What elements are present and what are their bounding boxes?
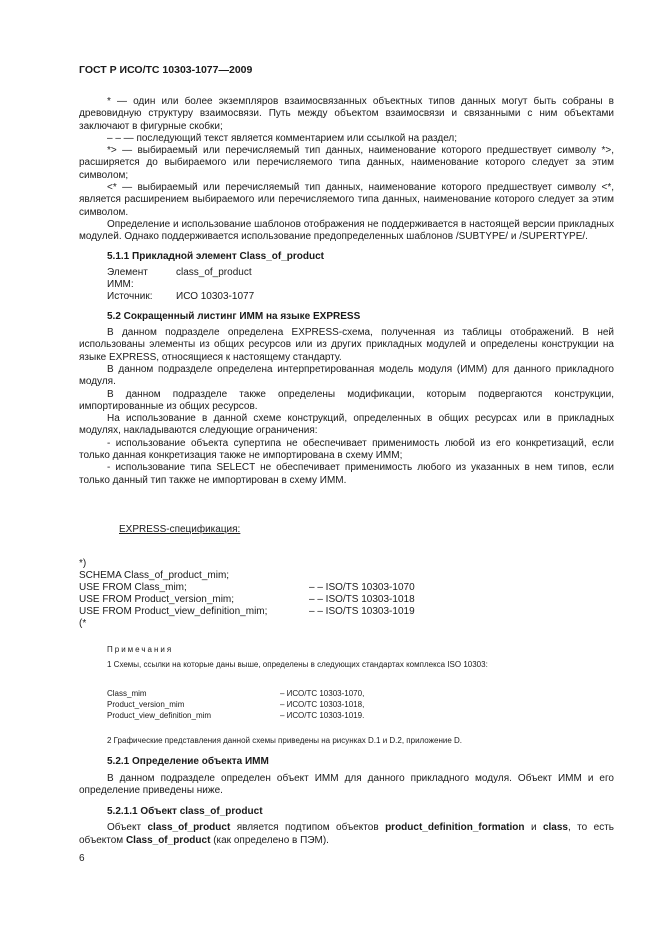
paragraph [79,822,614,847]
entity-name: product_definition_formation [385,822,525,834]
code-statement: USE FROM Class_mim; [79,582,187,594]
text-run: (как определено в ПЭМ). [210,834,329,846]
express-code-block [79,558,614,630]
code-statement: USE FROM Product_view_definition_mim; [79,606,268,618]
paragraph: В данном подразделе также определены модификации, которым подвергаются конструкции, импортированные из общих ресурсов. [79,388,614,412]
entity-name: Class_of_product [125,834,211,846]
section-heading-5-2-1-1: 5.2.1.1 Объект class_of_product [107,806,263,818]
paragraph: На использование в данной схеме конструкций, определенных в общих ресурсах или в прикладных модулях, накладываются следующие ограничения: [79,413,614,437]
paragraph: * — один или более экземпляров взаимосвязанных объектных типов данных могут быть собраны в древовидную структуру взаимосвязи. Путь между объектом взаимосвязи и связанными с ним объектами заключают в фигурные скобки; [79,96,614,132]
section-heading-5-2-1: 5.2.1 Определение объекта ИММ [107,756,269,768]
meta-key: Элемент ИММ: [107,266,148,291]
note-list-ref: – ИСО/ТС 10303-1019. [280,711,365,721]
paragraph: – – — последующий текст является комментарием или ссылкой на раздел; [107,132,458,144]
section-heading-5-2: 5.2 Сокращенный листинг ИММ на языке EXPRESS [107,310,361,322]
code-line: *) [79,558,87,570]
notes-block [79,644,614,746]
page-number: 6 [79,853,85,864]
entity-name: class_of_product [147,822,231,834]
text-run: и [524,822,543,834]
paragraph: В данном подразделе определена интерпретированная модель модуля (ИММ) для данного прикладного модуля. [79,363,614,388]
code-comment: – – ISO/TS 10303-1018 [309,594,415,606]
code-line: (* [79,618,87,630]
entity-name: class [542,822,568,834]
paragraph: *> — выбираемый или перечисляемый тип данных, наименование которого предшествует символу *>, расширяется до выбираемого или перечисляемого типа данных, наименование которого следует за этим символом; [79,145,614,181]
text-run: Объект [107,822,148,834]
code-comment: – – ISO/TS 10303-1019 [309,606,415,618]
note-list-ref: – ИСО/ТС 10303-1070, [280,689,365,699]
paragraph: В данном подразделе определена EXPRESS-схема, полученная из таблицы отображений. В ней использованы элементы из общих ресурсов или из других прикладных модулей и определены конструкции на языке EXPRESS, относящиеся к настоящему стандарту. [79,327,614,363]
note-list-name: Product_version_mim [107,700,185,710]
code-line [79,582,614,594]
code-line [79,594,614,606]
code-line: SCHEMA Class_of_product_mim; [79,570,230,582]
note-2: 2 Графические представления данной схемы приведены на рисунках D.1 и D.2, приложение D. [107,736,463,746]
note-1: 1 Схемы, ссылки на которые даны выше, определены в следующих стандартах комплекса ISO 10303: [107,660,488,670]
document-body [79,96,614,847]
express-spec-label: EXPRESS-спецификация: [119,523,241,535]
meta-row [107,267,614,292]
meta-value: ИСО 10303-1077 [176,291,255,303]
section-heading-5-1-1: 5.1.1 Прикладной элемент Class_of_product [107,250,324,262]
note-list-item [107,688,614,699]
meta-row [107,291,614,303]
text-run: является подтипом объектов [230,822,386,834]
meta-value: class_of_product [176,266,252,278]
note-list-ref: – ИСО/ТС 10303-1018, [280,700,365,710]
code-comment: – – ISO/TS 10303-1070 [309,582,415,594]
document-header: ГОСТ Р ИСО/ТС 10303-1077—2009 [79,64,253,76]
paragraph: - использование типа SELECT не обеспечивает применимость любого из указанных в нем типов, если только данный тип также не импортирован в схему ИММ. [79,462,614,486]
note-list-name: Class_mim [107,689,147,699]
paragraph: - использование объекта супертипа не обеспечивает применимость любой из его конкретизаций, если только данная конкретизация также не импортирована в схему ИММ; [79,437,614,462]
paragraph: Определение и использование шаблонов отображения не поддерживается в настоящей версии прикладных модулей. Однако поддерживается использование предопределенных шаблонов /SUBTYPE/ и /SUPERTYPE/. [79,218,614,243]
code-line [79,606,614,618]
note-list-item [107,699,614,710]
paragraph: В данном подразделе определен объект ИММ для данного прикладного модуля. Объект ИММ и его определение приведены ниже. [79,772,614,796]
note-list-item [107,710,614,721]
meta-key: Источник: [107,291,153,303]
text-run: , то есть объектом [79,822,614,846]
note-list-name: Product_view_definition_mim [107,711,212,721]
notes-title: Примечания [107,645,174,655]
paragraph: <* — выбираемый или перечисляемый тип данных, наименование которого предшествует символу <*, является расширением выбираемого или перечисляемого типа данных, наименование которого следует за этим символом. [79,182,614,218]
code-statement: USE FROM Product_version_mim; [79,594,235,606]
